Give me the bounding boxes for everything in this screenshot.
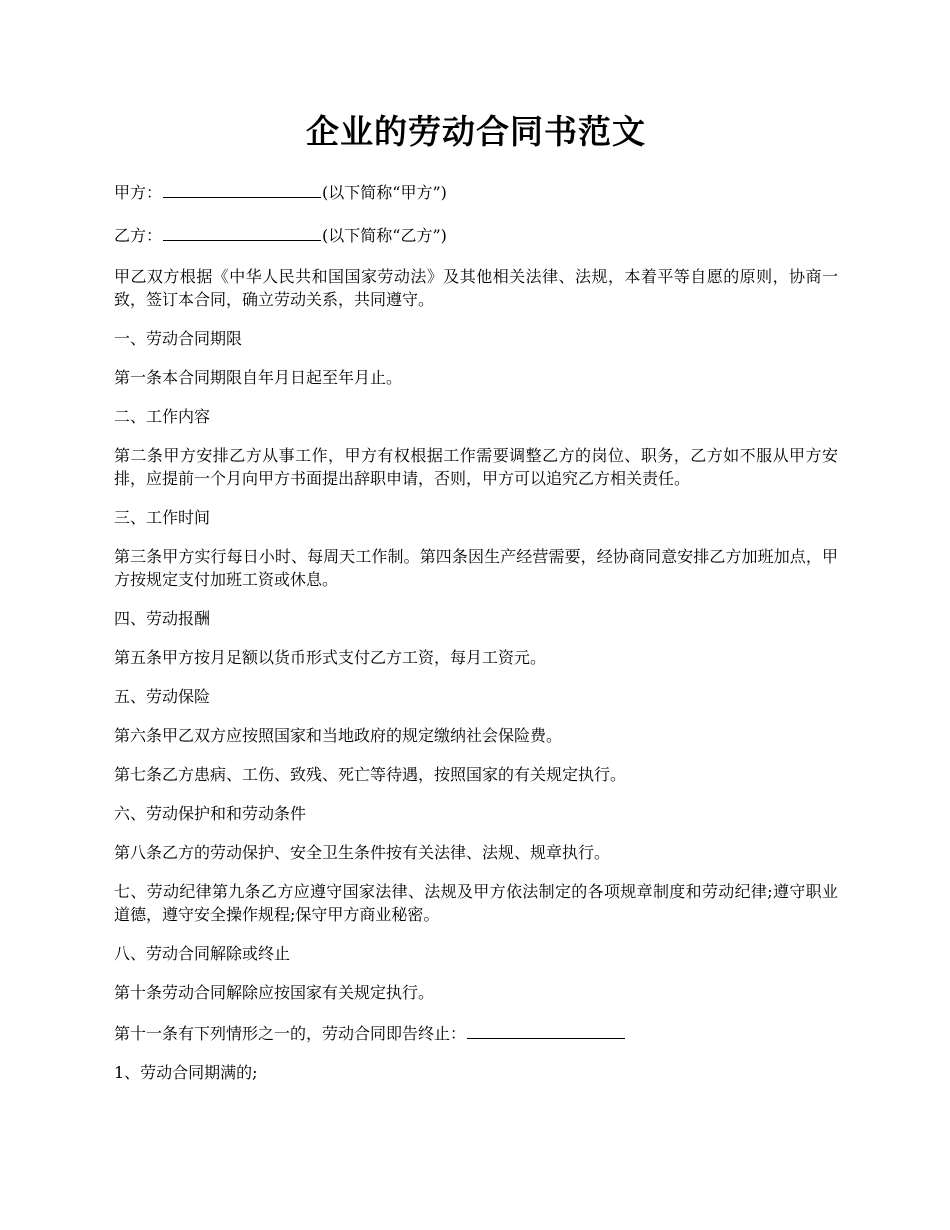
article-6: 第六条甲乙双方应按照国家和当地政府的规定缴纳社会保险费。 [114, 726, 563, 745]
article-8: 第八条乙方的劳动保护、安全卫生条件按有关法律、法规、规章执行。 [114, 843, 611, 862]
article-10: 第十条劳动合同解除应按国家有关规定执行。 [114, 983, 435, 1002]
article-7: 第七条乙方患病、工伤、致残、死亡等待遇，按照国家的有关规定执行。 [114, 765, 627, 784]
article-3-4: 第三条甲方实行每日小时、每周天工作制。第四条因生产经营需要，经协商同意安排乙方加班加点，甲方按规定支付加班工资或休息。 [114, 547, 838, 589]
party-a-line [114, 179, 838, 204]
section-heading-termination: 八、劳动合同解除或终止 [114, 944, 291, 963]
party-b-suffix: (以下简称“乙方”) [322, 226, 447, 245]
section-heading-term: 一、劳动合同期限 [114, 329, 243, 348]
section-heading-remuneration: 四、劳动报酬 [114, 609, 211, 628]
party-a-suffix: (以下简称“甲方”) [322, 183, 447, 202]
section-heading-protection: 六、劳动保护和和劳动条件 [114, 804, 307, 823]
article-5: 第五条甲方按月足额以货币形式支付乙方工资，每月工资元。 [114, 648, 547, 667]
party-b-label: 乙方： [114, 226, 163, 245]
party-b-line [114, 222, 838, 247]
section-heading-work-content: 二、工作内容 [114, 407, 211, 426]
list-item-1: 1、劳动合同期满的; [114, 1063, 258, 1082]
article-1: 第一条本合同期限自年月日起至年月止。 [114, 368, 403, 387]
section-heading-insurance: 五、劳动保险 [114, 687, 211, 706]
article-11-line [114, 1020, 838, 1045]
party-a-blank [163, 179, 321, 198]
article-2: 第二条甲方安排乙方从事工作，甲方有权根据工作需要调整乙方的岗位、职务，乙方如不服从甲方安排，应提前一个月向甲方书面提出辞职申请，否则，甲方可以追究乙方相关责任。 [114, 446, 838, 488]
party-a-label: 甲方： [114, 183, 163, 202]
intro-paragraph: 甲乙双方根据《中华人民共和国国家劳动法》及其他相关法律、法规，本着平等自愿的原则，协商一致，签订本合同，确立劳动关系，共同遵守。 [114, 267, 838, 309]
article-11-blank [467, 1020, 625, 1039]
section-heading-work-time: 三、工作时间 [114, 508, 211, 527]
document-title: 企业的劳动合同书范文 [306, 112, 646, 151]
article-11-text: 第十一条有下列情形之一的，劳动合同即告终止： [114, 1024, 467, 1043]
section-discipline-article-9: 七、劳动纪律第九条乙方应遵守国家法律、法规及甲方依法制定的各项规章制度和劳动纪律;遵守职业道德，遵守安全操作规程;保守甲方商业秘密。 [114, 882, 838, 924]
party-b-blank [163, 222, 321, 241]
